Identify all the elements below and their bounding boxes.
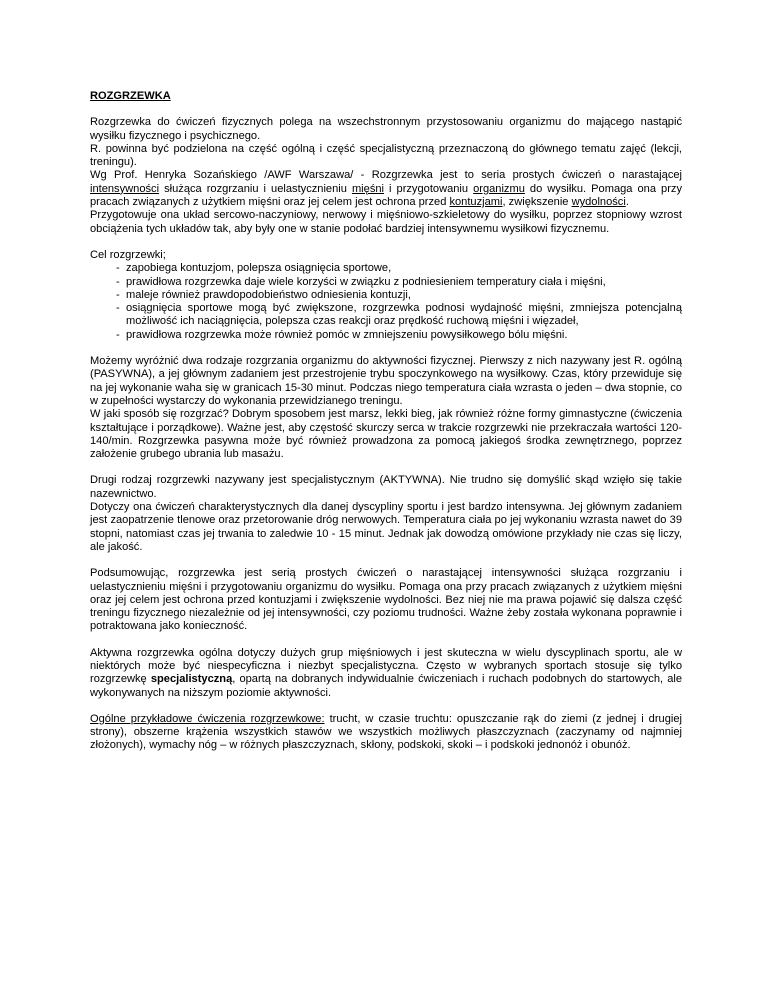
text-run: , zwiększenie	[502, 196, 572, 209]
link-intensywnosci[interactable]: intensywności	[90, 182, 160, 195]
intro-paragraph-4: Przygotowuje ona układ sercowo-naczyniowy, nerwowy i mięśniowo-szkieletowy do wysiłku, poprzez stopniowy wzrost obciążenia tych układów tak, aby były one w stanie podołać bardziej intensywnemu wysiłkowi fizycznemu.	[90, 209, 682, 235]
examples-paragraph	[90, 713, 682, 753]
document-page	[90, 90, 682, 766]
text-run: i przygotowaniu	[384, 182, 474, 195]
bold-term: specjalistyczną	[150, 673, 233, 686]
general-warmup-paragraph	[90, 647, 682, 700]
text-run: , opartą na dobranych indywidualnie ćwiczeniach i ruchach podobnych do startowych, ale wykonywanych na niższym poziomie aktywności.	[90, 673, 682, 699]
list-item: - osiągnięcia sportowe mogą być zwiększone, rozgrzewka podnosi wydajność mięśni, zmniejsza potencjalną możliwość ich naciągnięcia, polepsza czas reakcji oraz prędkość ruchową mięśni i więzadeł,	[90, 302, 682, 329]
passive-section	[90, 355, 682, 461]
summary-paragraph: Podsumowując, rozgrzewka jest serią prostych ćwiczeń o narastającej intensywności służąca rozgrzaniu i uelastycznieniu mięśni i przygotowaniu organizmu do wysiłku. Pomaga ona przy pracach związanych z użytkiem mięśni oraz jej celem jest ochrona przed kontuzjami i zwiększenie wydolności. Bez niej nie ma prawa pojawić się dalsza część treningu fizycznego niezależnie od jej intensywności, czy poziomu trudności. Ważne żeby została wykonana poprawnie i potraktowana jako konieczność.	[90, 567, 682, 633]
list-item: - prawidłowa rozgrzewka daje wiele korzyści w związku z podniesieniem temperatury ciała i mięśni,	[90, 276, 682, 289]
intro-paragraph-2: R. powinna być podzielona na część ogólną i część specjalistyczną przeznaczoną do głównego tematu zajęć (lekcji, treningu).	[90, 142, 682, 169]
text-run: .	[625, 196, 629, 209]
list-item: - maleje również prawdopodobieństwo odniesienia kontuzji,	[90, 289, 682, 302]
intro-paragraph-3	[90, 169, 682, 209]
goals-list	[90, 262, 682, 342]
link-organizmu[interactable]: organizmu	[473, 182, 525, 195]
text-run: Wg Prof. Henryka Sozańskiego /AWF Warszawa/ - Rozgrzewka jest to seria prostych ćwiczeń o narastającej	[90, 169, 682, 182]
text-run: Aktywna rozgrzewka ogólna dotyczy dużych grup mięśniowych i jest skuteczna w wielu dyscyplinach sportu, ale w niektórych może być niespecyficzna i niezbyt specjalistyczna. Często w wybranych sportach stosuje się tylko rozgrzewkę	[90, 646, 682, 686]
text-run: do wysiłku. Pomaga ona przy pracach związanych z użytkiem mięśni oraz jej celem jest ochrona przed	[90, 182, 682, 209]
active-section	[90, 474, 682, 554]
link-miesni[interactable]: mięśni	[351, 182, 384, 195]
list-item: - zapobiega kontuzjom, polepsza osiągnięcia sportowe,	[90, 262, 682, 275]
active-paragraph-2: Dotyczy ona ćwiczeń charakterystycznych dla danej dyscypliny sportu i jest bardzo intensywna. Jej głównym zadaniem jest zaopatrzenie tlenowe oraz przetorowanie dróg nerwowych. Temperatura ciała po jej wykonaniu wzrasta nawet do 39 stopni, natomiast czas jej trwania to zaledwie 10 - 15 minut. Jednak jak dowodzą omówione przykłady nie czas się liczy, ale jakość.	[90, 501, 682, 553]
active-paragraph-1: Drugi rodzaj rozgrzewki nazywany jest specjalistycznym (AKTYWNA). Nie trudno się domyślić skąd wzięło się takie nazewnictwo.	[90, 474, 682, 500]
goals-heading: Cel rozgrzewki;	[90, 248, 166, 261]
intro-section	[90, 116, 682, 236]
list-item: - prawidłowa rozgrzewka może również pomóc w zmniejszeniu powysiłkowego bólu mięśni.	[90, 329, 682, 342]
link-kontuzjami[interactable]: kontuzjami	[449, 196, 503, 209]
examples-label: Ogólne przykładowe ćwiczenia rozgrzewkowe:	[90, 712, 325, 725]
examples-text: trucht, w czasie truchtu: opuszczanie rąk do ziemi (z jednej i drugiej strony), obszerne krążenia wszystkich stawów we wszystkich możliwych płaszczyznach (zaczynamy od najmniej złożonych), wymachy nóg – w różnych płaszczyznach, skłony, podskoki, skoki – i podskoki jednonóż i obunóż.	[90, 712, 682, 752]
goals-section	[90, 249, 682, 342]
link-wydolnosci[interactable]: wydolności	[571, 196, 626, 209]
intro-paragraph-1: Rozgrzewka do ćwiczeń fizycznych polega na wszechstronnym przystosowaniu organizmu do mającego nastąpić wysiłku fizycznego i psychicznego.	[90, 116, 682, 142]
document-title: ROZGRZEWKA	[90, 90, 171, 102]
passive-paragraph-1: Możemy wyróżnić dwa rodzaje rozgrzania organizmu do aktywności fizycznej. Pierwszy z nich nazywany jest R. ogólną (PASYWNA), a jej głównym zadaniem jest przestrojenie trybu spoczynkowego na wysiłkowy. Czas, który przewiduje się na jej wykonanie waha się w granicach 15-30 minut. Podczas niego temperatura ciała wzrasta o jeden – dwa stopnie, co w zupełności wystarczy do wykonania przewidzianego treningu.	[90, 355, 682, 407]
passive-paragraph-2: W jaki sposób się rozgrzać? Dobrym sposobem jest marsz, lekki bieg, jak również różne formy gimnastyczne (ćwiczenia kształtujące i porządkowe). Ważne jest, aby częstość skurczy serca w trakcie rozgrzewki nie przekraczała wartości 120-140/min. Rozgrzewka pasywna może być również prowadzona za pomocą jakiegoś środka zewnętrznego, poprzez założenie grubego ubrania lub masażu.	[90, 408, 682, 461]
text-run: służąca rozgrzaniu i uelastycznieniu	[159, 182, 352, 195]
